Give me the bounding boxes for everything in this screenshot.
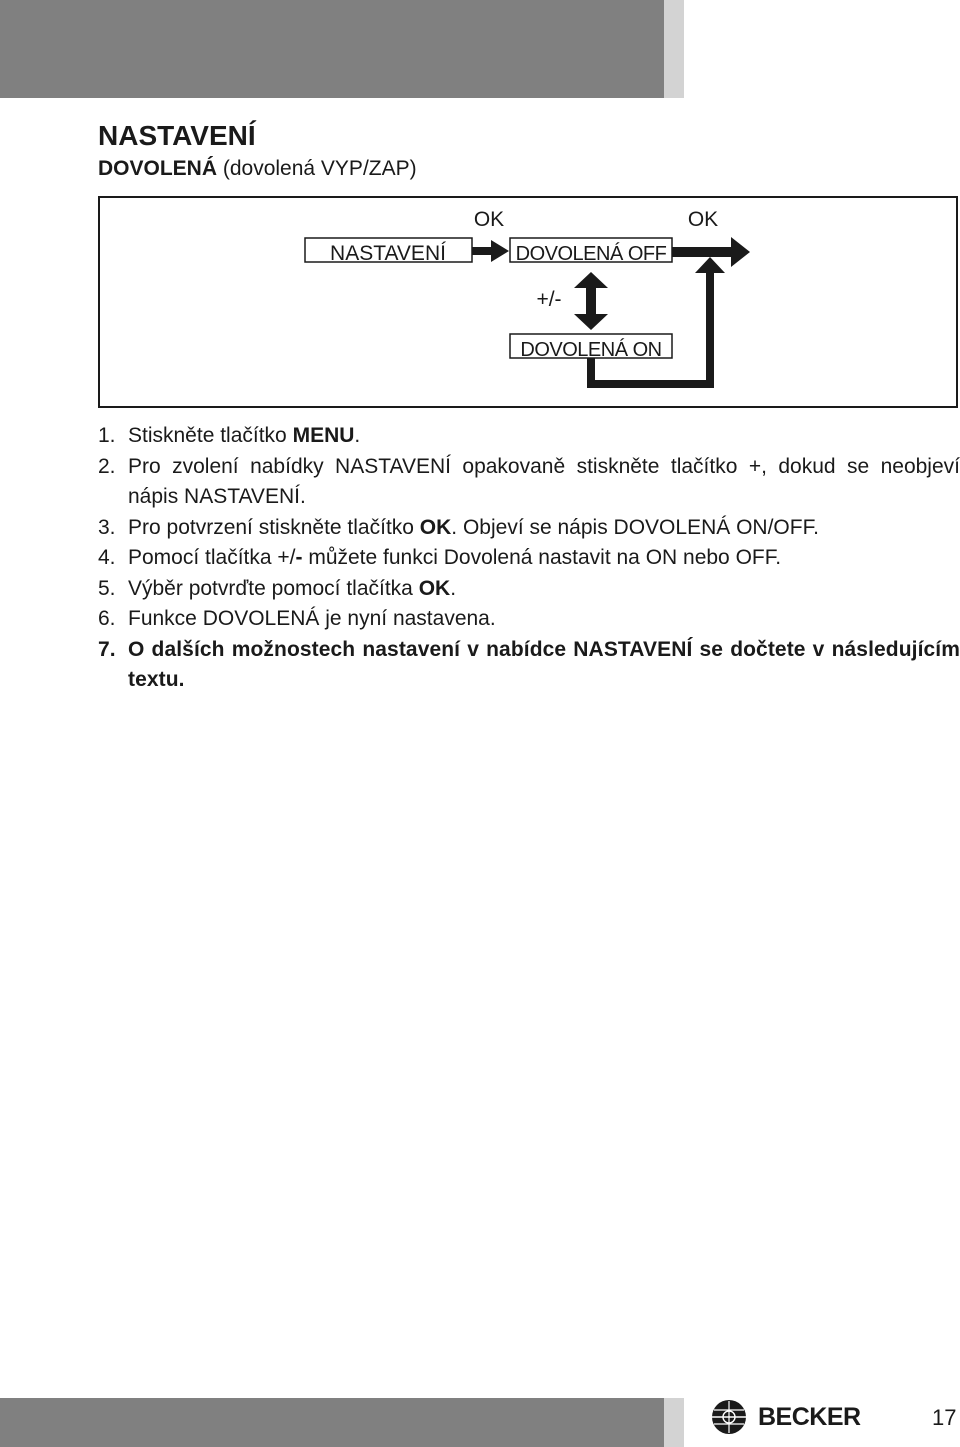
page-title: NASTAVENÍ	[98, 120, 256, 151]
plus-minus-label: +/-	[536, 288, 562, 311]
box-nastaveni-label: NASTAVENÍ	[330, 242, 446, 265]
diagram-frame	[99, 197, 957, 407]
step-number: 7.	[98, 637, 116, 661]
step-number: 1.	[98, 424, 116, 447]
arrow-updown-icon	[574, 272, 608, 330]
step-text: O dalších možnostech nastavení v nabídce NASTAVENÍ se dočtete v následujícím textu.	[128, 637, 960, 691]
step-text-end: . Objeví se nápis DOVOLENÁ ON/OFF.	[451, 515, 819, 539]
page-number: 17	[932, 1405, 957, 1430]
step-text: Pro zvolení nabídky NASTAVENÍ opakovaně stiskněte tlačítko +, dokud se neobjeví nápis NASTAVENÍ.	[128, 454, 960, 508]
header-band	[0, 0, 664, 98]
footer-band	[0, 1398, 664, 1447]
becker-logo	[710, 1395, 875, 1439]
list-item	[98, 543, 960, 574]
ok-label-1: OK	[473, 208, 505, 231]
box-dovolena-on-label: DOVOLENÁ ON	[520, 339, 662, 361]
menu-flow-diagram	[98, 196, 958, 408]
step-text-bold: MENU	[292, 424, 355, 447]
step-text-bold: -	[295, 546, 303, 569]
steps-list	[98, 421, 960, 696]
becker-logo-icon	[710, 1398, 748, 1436]
step-text: Pomocí tlačítka +/	[128, 546, 296, 569]
step-number: 3.	[98, 515, 116, 539]
step-text-bold: OK	[419, 515, 452, 539]
box-dovolena-off-label: DOVOLENÁ OFF	[515, 243, 667, 265]
step-number: 5.	[98, 576, 116, 600]
arrow-right-icon	[472, 240, 509, 262]
step-text-end: .	[450, 576, 457, 600]
list-item	[98, 513, 960, 544]
step-text: Stiskněte tlačítko	[128, 424, 293, 447]
list-item	[98, 421, 960, 452]
ok-label-2: OK	[687, 208, 719, 231]
step-text: Pro potvrzení stiskněte tlačítko	[128, 515, 420, 539]
list-item	[98, 635, 960, 696]
return-line	[591, 270, 710, 384]
step-number: 2.	[98, 454, 116, 478]
step-text: Funkce DOVOLENÁ je nyní nastavena.	[128, 607, 496, 630]
subtitle-rest: (dovolená VYP/ZAP)	[217, 157, 417, 180]
step-text-end: můžete funkci Dovolená nastavit na ON nebo OFF.	[302, 546, 782, 569]
step-text: Výběr potvrďte pomocí tlačítka	[128, 576, 419, 600]
step-text-end: .	[354, 424, 361, 447]
page-subtitle	[98, 157, 417, 181]
step-text-bold: OK	[418, 576, 451, 600]
step-number: 4.	[98, 546, 116, 569]
step-number: 6.	[98, 607, 116, 630]
header-band-accent	[664, 0, 684, 98]
arrow-up-icon	[695, 257, 725, 273]
list-item	[98, 452, 960, 513]
subtitle-bold: DOVOLENÁ	[98, 157, 218, 180]
list-item	[98, 574, 960, 605]
becker-logo-text: BECKER	[758, 1402, 861, 1431]
footer-band-accent	[664, 1398, 684, 1447]
list-item	[98, 604, 960, 635]
